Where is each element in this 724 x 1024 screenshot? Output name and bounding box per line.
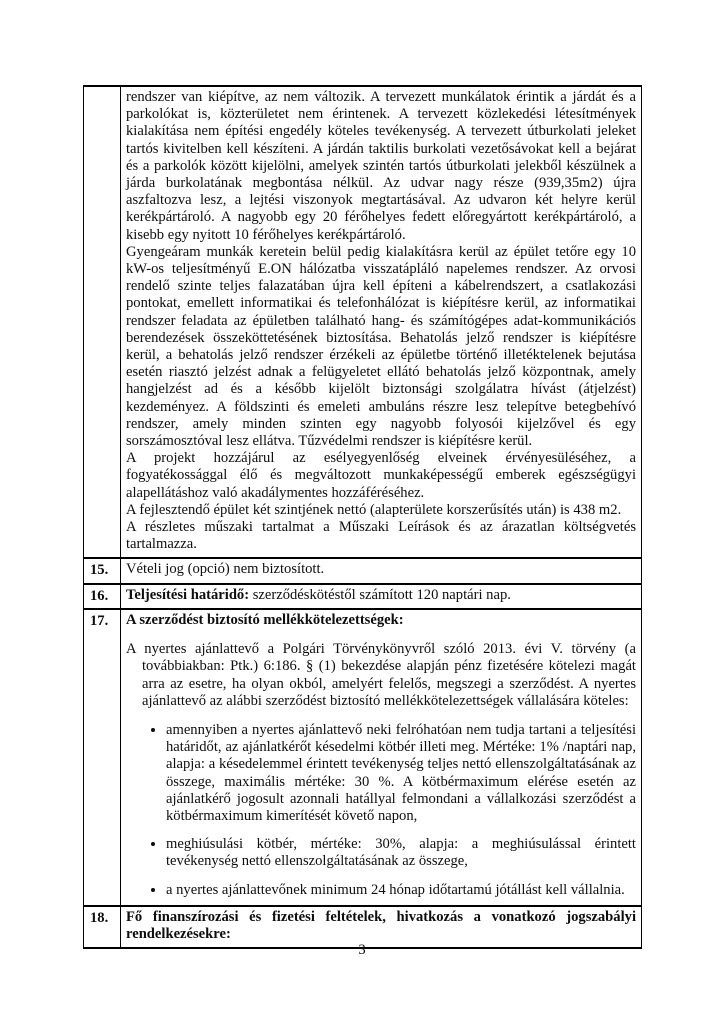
row-project-description: [84, 86, 642, 558]
paragraph: A fejlesztendő épület két szintjének nettó (alapterülete korszerűsítés után) is 438 m2.: [126, 501, 622, 518]
bullet-item: • meghiúsulási kötbér, mértéke: 30%, alapja: a meghiúsulással érintett tevékenység nettó ellenszolgáltatásának az összege,: [166, 836, 636, 870]
bullet-item: • amennyiben a nyertes ajánlattevő neki felróhatóan nem tudja tartani a teljesítési határidőt, az ajánlatkérőt késedelmi kötbér illeti meg. Mértéke: 1% /naptári nap, alapja: a késedelemmel érintett tevékenység teljes nettó ellenszolgáltatásának az összege, maximális mértéke: 30 %. A kötbérmaximum elérése esetén az ajánlatkérő jogosult azonnali hatállyal felmondani a vállalkozási szerződést a kötbérmaximum kimerítését követő napon,: [166, 722, 636, 825]
paragraph: rendszer van kiépítve, az nem változik. A tervezett munkálatok érintik a járdát és a parkolókat is, közterületet nem érintenek. A tervezett közlekedési létesítmények kialakítása nem építési engedély köteles tevékenység. A tervezett útburkolati jeleket tartós kivitelben kell készíteni. A járdán taktilis burkolati vezetősávokat kell a bejárat és a parkolók között kijelölni, amelyek szintén tartós útburkolati jelekből készülnek a járda burkolatának megbontása nélkül. Az udvar nagy része (939,35m2) újra aszfaltozva lesz, a lejtési viszonyok megtartásával. Az udvaron két helyre kerül kerékpártároló. A nagyobb egy 20 férőhelyes fedett előregyártott kerékpártároló, a kisebb egy nyitott 10 férőhelyes kerékpártároló.: [126, 89, 636, 243]
contract-securities-cell: [121, 609, 642, 906]
deadline-label: Teljesítési határidő:: [126, 586, 250, 603]
bullet-item: • a nyertes ajánlattevőnek minimum 24 hónap időtartamú jótállást kell vállalnia.: [166, 882, 636, 899]
paragraph: [126, 587, 636, 604]
bullet-list: [126, 722, 636, 899]
project-description-cell: [121, 86, 642, 558]
paragraph: Vételi jog (opció) nem biztosított.: [126, 561, 325, 578]
paragraph: A nyertes ajánlattevő a Polgári Törvénykönyvről szóló 2013. évi V. törvény (a továbbiakban: Ptk.) 6:186. § (1) bekezdése alapján pénz fizetésére kötelezi magát arra az esetre, ha olyan okból, amelyért felelős, megszegi a szerződést. A nyertes ajánlattevő az alábbi szerződést biztosító mellékkötelezettségek vállalására köteles:: [126, 641, 636, 709]
row-15-purchase-option: [84, 558, 642, 583]
row-number: [84, 86, 121, 558]
paragraph: A projekt hozzájárul az esélyegyenlőség elveinek érvényesüléséhez, a fogyatékossággal élő és megváltozott munkaképességű emberek egészségügyi alapellátáshoz való akadálymentes hozzáféréséhez.: [126, 450, 636, 501]
table-wrapper: [83, 85, 642, 949]
deadline-value: szerződéskötéstől számított 120 naptári nap.: [249, 586, 511, 603]
paragraph: Gyengeáram munkák keretein belül pedig kialakításra kerül az épület tetőre egy 10 kW-os teljesítményű E.ON hálózatba visszatápláló napelemes rendszer. Az orvosi rendelő szinte teljes falazatában újra kell építeni a kábelrendszert, a csatlakozási pontokat, emellett informatikai és telefonhálózat is kiépítésre kerül, az informatikai rendszer feladata az épületben található hang- és számítógépes adat-kommunikációs berendezések összeköttetésének biztosítása. Behatolás jelző rendszer is kiépítésre kerül, a behatolás jelző rendszer érzékeli az épületbe történő illetéktelenek bejutása esetén riasztó jelzést adnak a felügyeletet ellátó behatolás jelző központnak, amely hangjelzést ad és a később kijelölt biztonsági szolgálatra hívást (átjelzést) kezdeményez. A földszinti és emeleti ambuláns részre lesz telepítve betegbehívó rendszer, amely minden szinten egy nagyobb folyosói kijelzővel és egy sorszámosztóval lesz ellátva. Tűzvédelmi rendszer is kiépítésre kerül.: [126, 243, 636, 450]
row-number: 18.: [84, 906, 121, 948]
row-17-contract-securities: [84, 609, 642, 906]
purchase-option-cell: [121, 558, 642, 583]
row-number: 15.: [84, 558, 121, 583]
row-16-deadline: [84, 584, 642, 609]
deadline-cell: [121, 584, 642, 609]
section-heading: Fő finanszírozási és fizetési feltételek, hivatkozás a vonatkozó jogszabályi rendelkezésekre:: [126, 908, 636, 942]
procurement-spec-table: [83, 85, 642, 949]
row-number: 16.: [84, 584, 121, 609]
paragraph: A részletes műszaki tartalmat a Műszaki Leírások és az árazatlan költségvetés tartalmazza.: [126, 519, 636, 553]
section-heading: A szerződést biztosító mellékkötelezettségek:: [126, 611, 404, 628]
row-number: 17.: [84, 609, 121, 906]
page-number: 3: [358, 942, 366, 958]
